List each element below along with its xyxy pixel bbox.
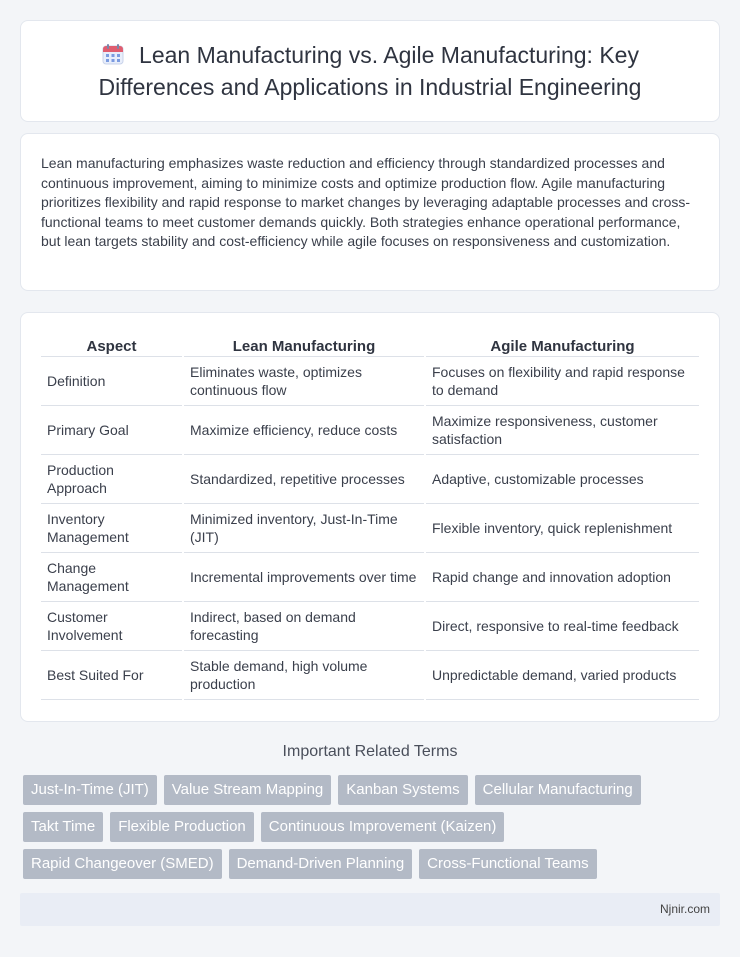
table-cell-aspect: Production Approach (41, 455, 182, 504)
tag-takt-time[interactable]: Takt Time (23, 812, 103, 842)
title-card (20, 20, 720, 122)
table-row (41, 504, 699, 553)
page-title (61, 41, 679, 102)
table-cell-lean: Maximize efficiency, reduce costs (184, 406, 424, 455)
related-terms-heading: Important Related Terms (282, 743, 458, 760)
tag-kanban-systems[interactable]: Kanban Systems (338, 775, 467, 805)
tag-row (23, 812, 723, 842)
table-cell-lean: Minimized inventory, Just-In-Time (JIT) (184, 504, 424, 553)
tag-flexible-production[interactable]: Flexible Production (110, 812, 254, 842)
comparison-table (39, 333, 701, 700)
page-title-text: Lean Manufacturing vs. Agile Manufacturing: Key Differences and Applications in Industrial Engineering (98, 41, 642, 100)
tag-demand-driven-planning[interactable]: Demand-Driven Planning (229, 849, 413, 879)
table-row (41, 455, 699, 504)
tag-continuous-improvement[interactable]: Continuous Improvement (Kaizen) (261, 812, 505, 842)
table-cell-agile: Flexible inventory, quick replenishment (426, 504, 699, 553)
table-cell-lean: Stable demand, high volume production (184, 651, 424, 700)
header-agile: Agile Manufacturing (426, 333, 699, 357)
table-cell-aspect: Change Management (41, 553, 182, 602)
header-aspect: Aspect (41, 333, 182, 357)
table-cell-agile: Rapid change and innovation adoption (426, 553, 699, 602)
tag-row (23, 775, 723, 805)
header-lean: Lean Manufacturing (184, 333, 424, 357)
table-cell-agile: Adaptive, customizable processes (426, 455, 699, 504)
table-cell-lean: Standardized, repetitive processes (184, 455, 424, 504)
table-cell-lean: Incremental improvements over time (184, 553, 424, 602)
table-cell-aspect: Best Suited For (41, 651, 182, 700)
table-cell-aspect: Customer Involvement (41, 602, 182, 651)
table-row (41, 553, 699, 602)
table-row (41, 357, 699, 406)
table-header-row (41, 333, 699, 357)
tag-value-stream-mapping[interactable]: Value Stream Mapping (164, 775, 331, 805)
footer (20, 893, 720, 926)
table-row (41, 406, 699, 455)
table-cell-agile: Unpredictable demand, varied products (426, 651, 699, 700)
related-terms-tags (23, 775, 723, 886)
table-cell-lean: Indirect, based on demand forecasting (184, 602, 424, 651)
tag-just-in-time[interactable]: Just-In-Time (JIT) (23, 775, 157, 805)
table-row (41, 602, 699, 651)
tag-rapid-changeover[interactable]: Rapid Changeover (SMED) (23, 849, 222, 879)
tag-row (23, 849, 723, 879)
comparison-table-card (20, 312, 720, 722)
footer-source[interactable]: Njnir.com (659, 902, 710, 916)
table-cell-agile: Direct, responsive to real-time feedback (426, 602, 699, 651)
table-cell-aspect: Definition (41, 357, 182, 406)
tag-cross-functional-teams[interactable]: Cross-Functional Teams (419, 849, 596, 879)
table-row (41, 651, 699, 700)
table-cell-agile: Maximize responsiveness, customer satisfaction (426, 406, 699, 455)
table-cell-aspect: Inventory Management (41, 504, 182, 553)
table-cell-agile: Focuses on flexibility and rapid response to demand (426, 357, 699, 406)
tag-cellular-manufacturing[interactable]: Cellular Manufacturing (475, 775, 641, 805)
summary-card (20, 133, 720, 291)
table-cell-aspect: Primary Goal (41, 406, 182, 455)
table-cell-lean: Eliminates waste, optimizes continuous flow (184, 357, 424, 406)
summary-text: Lean manufacturing emphasizes waste reduction and efficiency through standardized processes and continuous improvement, aiming to minimize costs and optimize production flow. Agile manufacturing prioritizes flexibility and rapid response to market changes by leveraging adaptable processes and cross-functional teams to meet customer demands quickly. Both strategies enhance operational performance, but lean targets stability and cost-efficiency while agile focuses on responsiveness and customization. (41, 155, 691, 250)
calendar-icon (101, 42, 125, 73)
